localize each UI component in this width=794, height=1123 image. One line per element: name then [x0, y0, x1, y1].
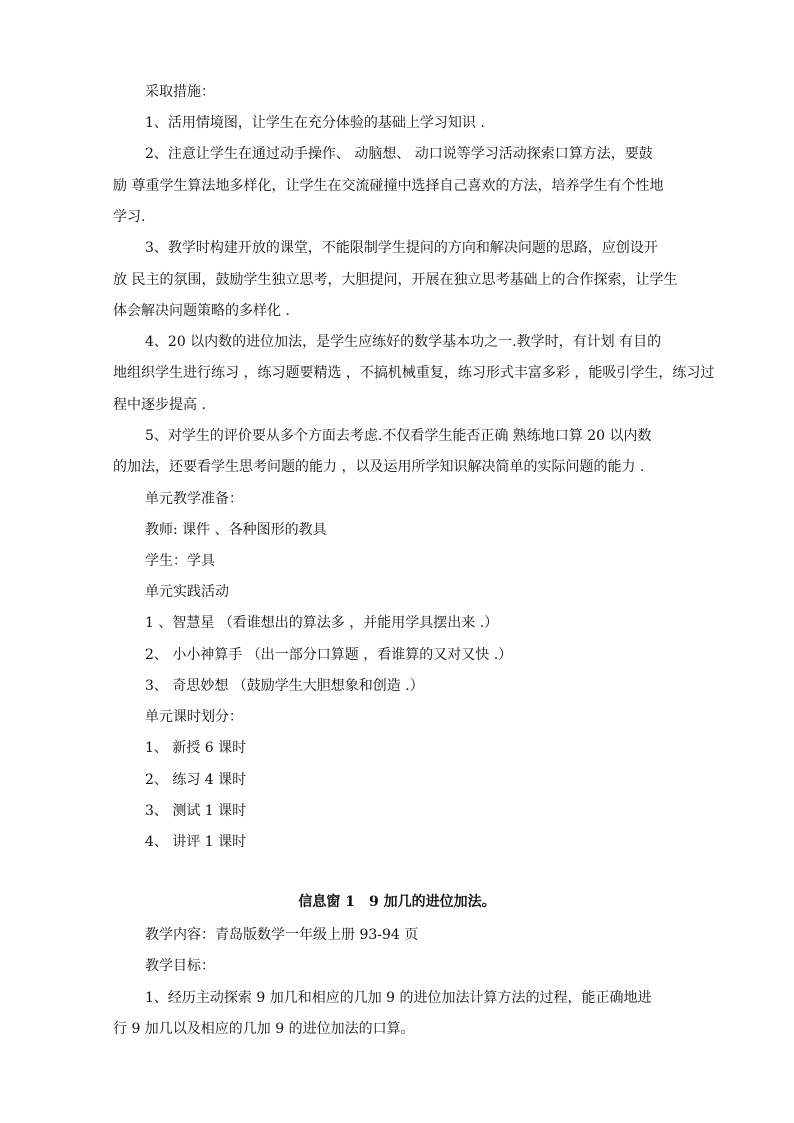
lesson-goals-heading: 教学目标： — [145, 958, 215, 974]
measure-item-5-line-1: 5、对学生的评价要从多个方面去考虑.不仅看学生能否正确 熟练地口算 20 以内数 — [145, 428, 652, 444]
measure-item-1: 1、活用情境图，让学生在充分体验的基础上学习知识 . — [145, 115, 485, 131]
lesson-title: 信息窗 1 9 加几的进位加法。 — [298, 894, 496, 910]
schedule-item-3: 3、 测试 1 课时 — [145, 803, 247, 819]
measure-item-4-line-1: 4、20 以内数的进位加法，是学生应练好的数学基本功之一.教学时，有计划 有目的 — [145, 334, 662, 350]
practice-heading: 单元实践活动 — [145, 584, 229, 600]
schedule-item-1: 1、 新授 6 课时 — [145, 740, 247, 756]
schedule-heading: 单元课时划分： — [145, 709, 243, 725]
measure-item-2-line-2: 励 尊重学生算法地多样化，让学生在交流碰撞中选择自己喜欢的方法，培养学生有个性地 — [113, 178, 664, 194]
lesson-goal-1-line-2: 行 9 加几以及相应的几加 9 的进位加法的口算。 — [113, 1021, 415, 1037]
preparation-student: 学生：学具 — [145, 553, 215, 569]
measure-item-4-line-3: 程中逐步提高 . — [113, 397, 206, 413]
measure-item-4-line-2: 地组织学生进行练习 ，练习题要精选 ，不搞机械重复，练习形式丰富多彩 ，能吸引学生，练习过 — [113, 365, 715, 381]
lesson-content: 教学内容：青岛版数学一年级上册 93-94 页 — [145, 927, 419, 943]
preparation-teacher: 教师: 课件 、各种图形的教具 — [145, 522, 327, 538]
measure-item-3-line-1: 3、教学时构建开放的课堂，不能限制学生提问的方向和解决问题的思路，应创设开 — [145, 240, 658, 256]
practice-item-2: 2、 小小神算手 （出一部分口算题 ，看谁算的又对又快 .） — [145, 647, 513, 663]
schedule-item-2: 2、 练习 4 课时 — [145, 772, 247, 788]
practice-item-1: 1 、智慧星 （看谁想出的算法多 ，并能用学具摆出来 .） — [145, 615, 499, 631]
measures-heading: 采取措施： — [145, 84, 215, 100]
measure-item-3-line-3: 体会解决问题策略的多样化 . — [113, 303, 290, 319]
practice-item-3: 3、 奇思妙想 （鼓励学生大胆想象和创造 .） — [145, 678, 424, 694]
schedule-item-4: 4、 讲评 1 课时 — [145, 834, 247, 850]
measure-item-2-line-3: 学习. — [113, 209, 146, 225]
measure-item-5-line-2: 的加法，还要看学生思考问题的能力 ，以及运用所学知识解决简单的实际问题的能力 . — [113, 459, 645, 475]
preparation-heading: 单元教学准备： — [145, 491, 243, 507]
measure-item-3-line-2: 放 民主的氛围，鼓励学生独立思考，大胆提问，开展在独立思考基础上的合作探索，让学生 — [113, 272, 678, 288]
measure-item-2-line-1: 2、注意让学生在通过动手操作、 动脑想、 动口说等学习活动探索口算方法，要鼓 — [145, 146, 653, 162]
lesson-goal-1-line-1: 1、经历主动探索 9 加几和相应的几加 9 的进位加法计算方法的过程，能正确地进 — [145, 990, 652, 1006]
